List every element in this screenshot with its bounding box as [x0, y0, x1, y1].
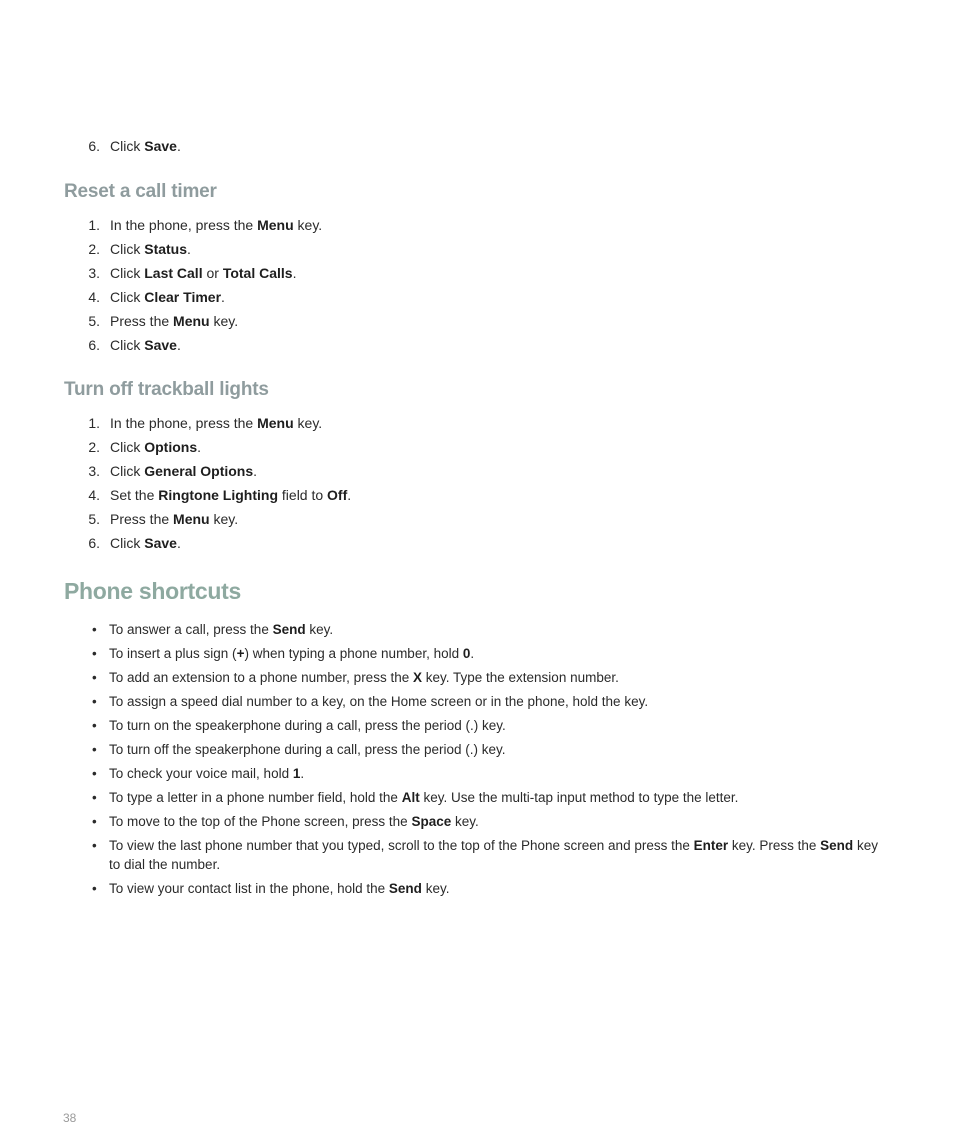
shortcut-item: • To check your voice mail, hold 1.: [92, 766, 305, 781]
ui-term: +: [236, 646, 245, 661]
ui-term: General Options: [144, 463, 254, 479]
bullet-icon: •: [92, 646, 97, 661]
shortcut-item: • To assign a speed dial number to a key, on the Home screen or in the phone, hold the key.: [92, 694, 649, 709]
bullet-icon: •: [92, 814, 97, 829]
ui-term: Send: [388, 881, 422, 896]
ui-term: X: [412, 670, 422, 685]
step-number: 1.: [88, 217, 100, 233]
step-item: 2. Click Status.: [84, 239, 322, 263]
bullet-icon: •: [92, 881, 97, 896]
reset-call-timer-steps: [84, 215, 322, 359]
shortcut-item: • To add an extension to a phone number, press the X key. Type the extension number.: [92, 670, 619, 685]
ui-term: Last Call: [144, 265, 203, 281]
shortcut-item: • To insert a plus sign (+) when typing a phone number, hold 0.: [92, 646, 475, 661]
ui-term: 0: [462, 646, 471, 661]
ui-term: Menu: [257, 415, 294, 431]
step-number: 4.: [88, 487, 100, 503]
ui-term: Save: [144, 138, 177, 154]
bullet-icon: •: [92, 742, 97, 757]
shortcut-item: • To view the last phone number that you typed, scroll to the top of the Phone screen and press the Enter key. Press the Send key to dial the number.: [92, 838, 878, 872]
step-number: 3.: [88, 265, 100, 281]
step-number: 6.: [88, 535, 100, 551]
phone-shortcuts-list: [92, 620, 892, 903]
bullet-icon: •: [92, 790, 97, 805]
ui-term: Menu: [173, 313, 210, 329]
phone-shortcuts-heading: Phone shortcuts: [64, 578, 241, 604]
ui-term: Menu: [257, 217, 294, 233]
bullet-icon: •: [92, 670, 97, 685]
ui-term: Status: [144, 241, 188, 257]
ui-term: Space: [411, 814, 452, 829]
ui-term: Send: [820, 838, 854, 853]
step-item: 4. Set the Ringtone Lighting field to Off.: [84, 485, 351, 509]
bullet-icon: •: [92, 694, 97, 709]
step-number: 4.: [88, 289, 100, 305]
step-item: 2. Click Options.: [84, 437, 351, 461]
step-number: 1.: [88, 415, 100, 431]
ui-term: Save: [144, 337, 177, 353]
shortcut-item: • To turn on the speakerphone during a call, press the period (.) key.: [92, 718, 506, 733]
ui-term: Save: [144, 535, 177, 551]
step-item: 3. Click General Options.: [84, 461, 351, 485]
step-item: 1. In the phone, press the Menu key.: [84, 413, 351, 437]
step-item: 4. Click Clear Timer.: [84, 287, 322, 311]
step-item: 5. Press the Menu key.: [84, 509, 351, 533]
ui-term: Options: [144, 439, 198, 455]
ui-term: Ringtone Lighting: [158, 487, 279, 503]
bullet-icon: •: [92, 622, 97, 637]
shortcut-item: • To turn off the speakerphone during a call, press the period (.) key.: [92, 742, 506, 757]
shortcut-item: • To type a letter in a phone number field, hold the Alt key. Use the multi-tap input method to type the letter.: [92, 790, 739, 805]
ui-term: Off: [327, 487, 348, 503]
reset-call-timer-heading: Reset a call timer: [64, 181, 217, 202]
ui-term: 1: [292, 766, 301, 781]
step-number: 2.: [88, 439, 100, 455]
trackball-lights-steps: [84, 413, 351, 557]
step-item: 3. Click Last Call or Total Calls.: [84, 263, 322, 287]
page-number: 38: [63, 1111, 77, 1125]
ui-term: Menu: [173, 511, 210, 527]
step-number: 5.: [88, 511, 100, 527]
step-number: 6.: [88, 138, 100, 154]
step-number: 2.: [88, 241, 100, 257]
ui-term: Enter: [693, 838, 729, 853]
bullet-icon: •: [92, 766, 97, 781]
step-item: 6. Click Save.: [84, 136, 181, 160]
shortcut-item: • To move to the top of the Phone screen, press the Space key.: [92, 814, 479, 829]
ui-term: Clear Timer: [144, 289, 222, 305]
bullet-icon: •: [92, 838, 97, 853]
step-item: 5. Press the Menu key.: [84, 311, 322, 335]
step-item: 6. Click Save.: [84, 533, 351, 557]
step-number: 6.: [88, 337, 100, 353]
previous-steps-list: [84, 136, 181, 160]
ui-term: Alt: [401, 790, 420, 805]
step-item: 1. In the phone, press the Menu key.: [84, 215, 322, 239]
bullet-icon: •: [92, 718, 97, 733]
step-number: 5.: [88, 313, 100, 329]
ui-term: Send: [272, 622, 306, 637]
ui-term: Total Calls: [222, 265, 293, 281]
shortcut-item: • To view your contact list in the phone, hold the Send key.: [92, 881, 450, 896]
step-item: 6. Click Save.: [84, 335, 322, 359]
shortcut-item: • To answer a call, press the Send key.: [92, 622, 334, 637]
trackball-lights-heading: Turn off trackball lights: [64, 379, 269, 400]
step-number: 3.: [88, 463, 100, 479]
